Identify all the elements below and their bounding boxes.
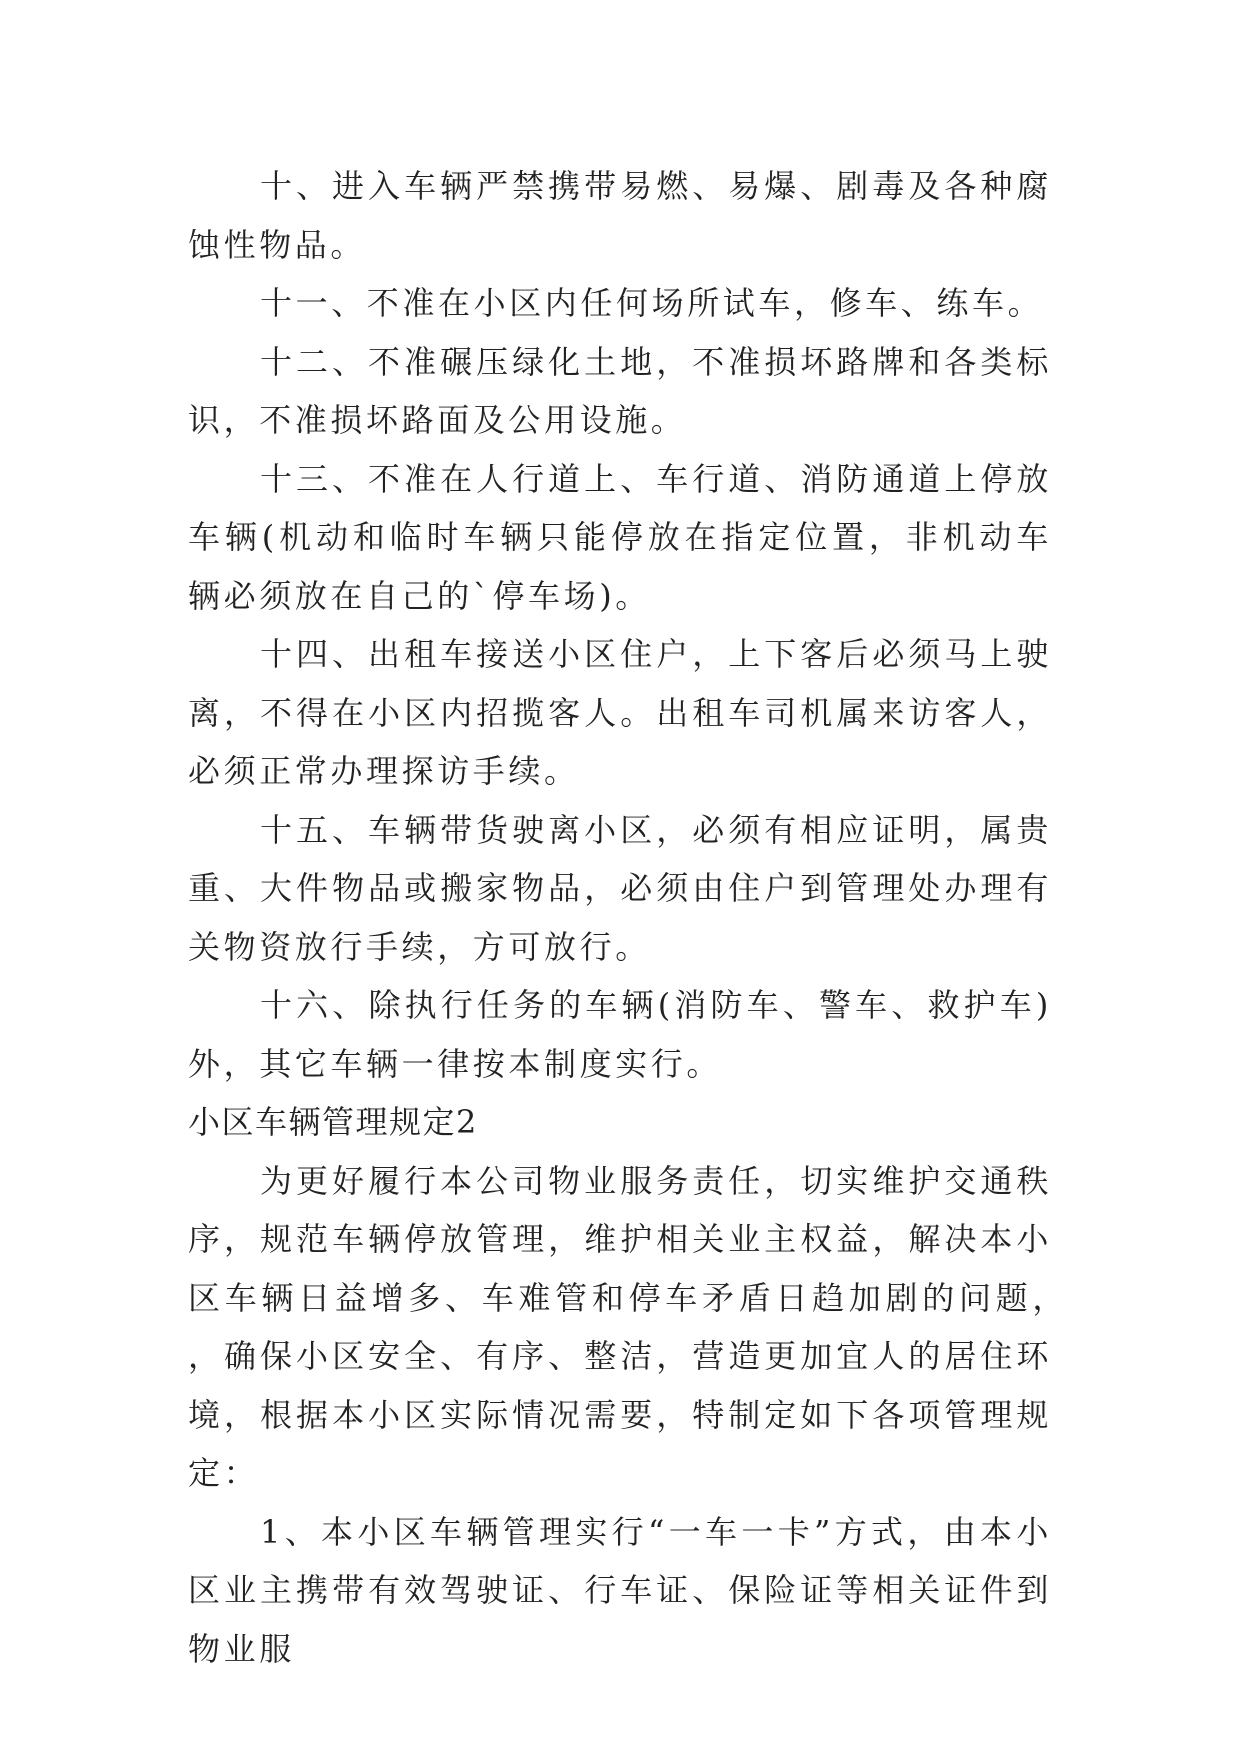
section-title: 小区车辆管理规定2 <box>188 1103 478 1141</box>
paragraph-rule-11: 十一、不准在小区内任何场所试车，修车、练车。 <box>260 284 1044 322</box>
paragraph-rule-16: 十六、除执行任务的车辆(消防车、警车、救护车)外，其它车辆一律按本制度实行。 <box>188 986 1052 1083</box>
paragraph-rule-15: 十五、车辆带货驶离小区，必须有相应证明，属贵重、大件物品或搬家物品，必须由住户到管理处办理有关物资放行手续，方可放行。 <box>188 810 1052 966</box>
paragraph-rule-10: 十、进入车辆严禁携带易燃、易爆、剧毒及各种腐蚀性物品。 <box>188 167 1052 264</box>
paragraph-rule-12: 十二、不准碾压绿化土地，不准损坏路牌和各类标识，不准损坏路面及公用设施。 <box>188 342 1052 439</box>
paragraph-rule-1: 1、本小区车辆管理实行“一车一卡”方式，由本小区业主携带有效驾驶证、行车证、保险证等相关证件到物业服 <box>188 1512 1052 1668</box>
paragraph-rule-14: 十四、出租车接送小区住户，上下客后必须马上驶离，不得在小区内招揽客人。出租车司机属来访客人，必须正常办理探访手续。 <box>188 635 1052 790</box>
document-body <box>188 157 1052 1678</box>
paragraph-intro: 为更好履行本公司物业服务责任，切实维护交通秩序，规范车辆停放管理，维护相关业主权益，解决本小区车辆日益增多、车难管和停车矛盾日趋加剧的问题，，确保小区安全、有序、整洁，营造更加宜人的居住环境，根据本小区实际情况需要，特制定如下各项管理规定： <box>188 1161 1052 1492</box>
paragraph-rule-13: 十三、不准在人行道上、车行道、消防通道上停放车辆(机动和临时车辆只能停放在指定位置，非机动车辆必须放在自己的`停车场)。 <box>188 459 1052 615</box>
